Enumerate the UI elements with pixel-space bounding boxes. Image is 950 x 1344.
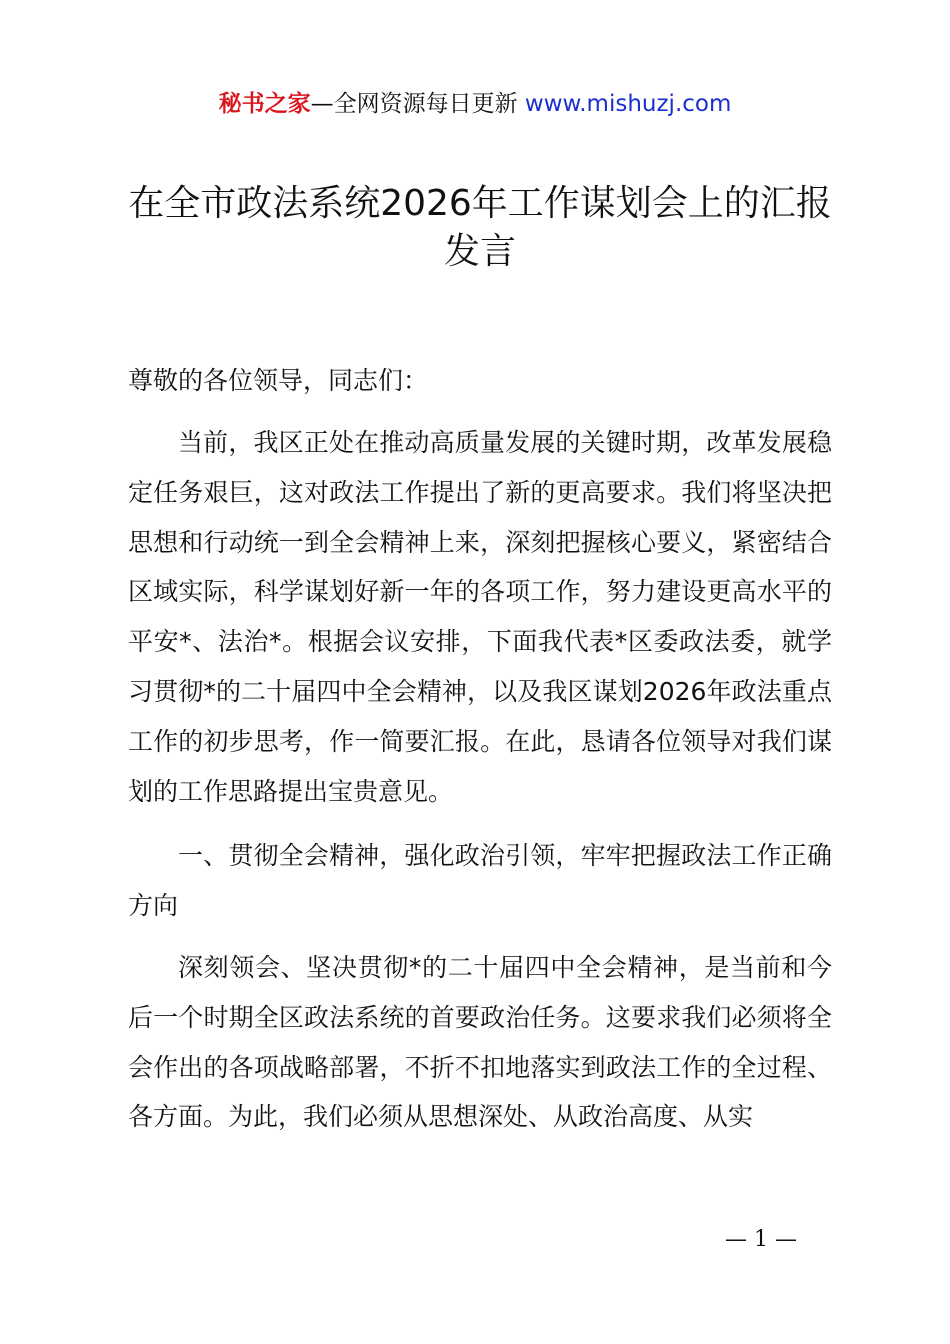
salutation: 尊敬的各位领导，同志们： <box>128 366 429 395</box>
section-heading-1: 一、贯彻全会精神，强化政治引领，牢牢把握政法工作正确方向 <box>128 841 832 920</box>
document-title: 在全市政法系统2026年工作谋划会上的汇报发言 <box>128 183 832 272</box>
banner-url-link[interactable]: www.mishuzj.com <box>524 91 732 117</box>
banner-brand: 秘书之家 <box>218 91 311 117</box>
paragraph-intro: 当前，我区正处在推动高质量发展的关键时期，改革发展稳定任务艰巨，这对政法工作提出了新的更高要求。我们将坚决把思想和行动统一到全会精神上来，深刻把握核心要义，紧密结合区域实际，科学谋划好新一年的各项工作，努力建设更高水平的平安*、法治*。根据会议安排，下面我代表*区委政法委，就学习贯彻*的二十届四中全会精神，以及我区谋划2026年政法重点工作的初步思考，作一简要汇报。在此，恳请各位领导对我们谋划的工作思路提出宝贵意见。 <box>128 428 832 806</box>
page-number: — 1 — <box>725 1227 797 1252</box>
paragraph-section-1: 深刻领会、坚决贯彻*的二十届四中全会精神，是当前和今后一个时期全区政法系统的首要政治任务。这要求我们必须将全会作出的各项战略部署，不折不扣地落实到政法工作的全过程、各方面。为此，我们必须从思想深处、从政治高度、从实 <box>128 953 832 1132</box>
site-banner <box>0 88 950 120</box>
banner-tagline: —全网资源每日更新 <box>310 91 518 117</box>
